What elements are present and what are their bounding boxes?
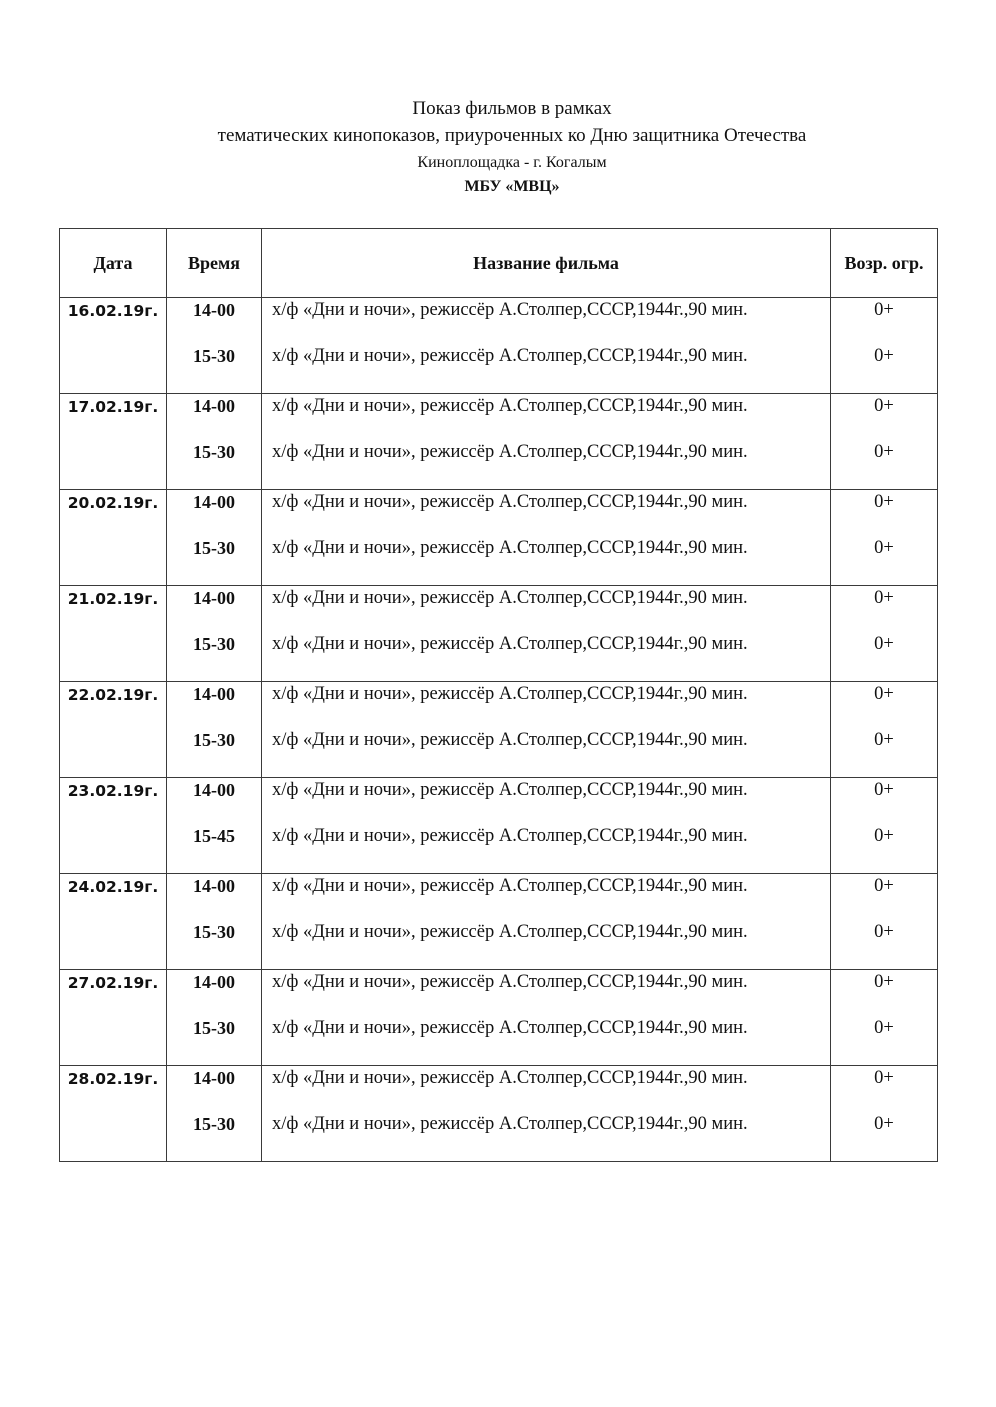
column-header-age-rating: Возр. огр. bbox=[831, 229, 938, 298]
film-title-cell bbox=[262, 778, 831, 874]
age-rating: 0+ bbox=[874, 922, 894, 942]
table-row bbox=[60, 970, 938, 1066]
film-title-cell bbox=[262, 970, 831, 1066]
time-cell bbox=[167, 874, 262, 970]
time-cell bbox=[167, 682, 262, 778]
table-row bbox=[60, 490, 938, 586]
film-title-cell bbox=[262, 1066, 831, 1162]
age-rating-cell bbox=[831, 682, 938, 778]
show-time: 15-30 bbox=[193, 1114, 235, 1134]
film-title: х/ф «Дни и ночи», режиссёр А.Столпер,СССР,1944г.,90 мин. bbox=[272, 300, 748, 320]
film-title-cell bbox=[262, 874, 831, 970]
age-rating: 0+ bbox=[874, 826, 894, 846]
age-rating: 0+ bbox=[874, 442, 894, 462]
film-title-cell bbox=[262, 298, 831, 394]
film-title-cell bbox=[262, 682, 831, 778]
age-rating-cell bbox=[831, 298, 938, 394]
document-subtitle: тематических кинопоказов, приуроченных ко Дню защитника Отечества bbox=[217, 125, 807, 146]
show-time: 14-00 bbox=[193, 972, 235, 992]
show-time: 14-00 bbox=[193, 588, 235, 608]
date-cell: 23.02.19г. bbox=[60, 778, 167, 874]
age-rating: 0+ bbox=[874, 538, 894, 558]
age-rating: 0+ bbox=[874, 684, 894, 704]
age-rating-cell bbox=[831, 490, 938, 586]
date-cell: 24.02.19г. bbox=[60, 874, 167, 970]
show-time: 15-30 bbox=[193, 922, 235, 942]
time-cell bbox=[167, 970, 262, 1066]
table-row bbox=[60, 394, 938, 490]
table-row bbox=[60, 586, 938, 682]
show-time: 14-00 bbox=[193, 876, 235, 896]
film-title: х/ф «Дни и ночи», режиссёр А.Столпер,СССР,1944г.,90 мин. bbox=[272, 972, 748, 992]
film-title: х/ф «Дни и ночи», режиссёр А.Столпер,СССР,1944г.,90 мин. bbox=[272, 1114, 748, 1134]
age-rating: 0+ bbox=[874, 1114, 894, 1134]
column-header-time: Время bbox=[167, 229, 262, 298]
film-title: х/ф «Дни и ночи», режиссёр А.Столпер,СССР,1944г.,90 мин. bbox=[272, 780, 748, 800]
table-row bbox=[60, 298, 938, 394]
time-cell bbox=[167, 298, 262, 394]
film-title: х/ф «Дни и ночи», режиссёр А.Столпер,СССР,1944г.,90 мин. bbox=[272, 538, 748, 558]
table-header-row bbox=[60, 229, 938, 298]
time-cell bbox=[167, 586, 262, 682]
age-rating: 0+ bbox=[874, 1068, 894, 1088]
film-title: х/ф «Дни и ночи», режиссёр А.Столпер,СССР,1944г.,90 мин. bbox=[272, 588, 748, 608]
film-title-cell bbox=[262, 394, 831, 490]
date-cell: 17.02.19г. bbox=[60, 394, 167, 490]
venue-line: Киноплощадка - г. Когалым bbox=[417, 154, 607, 171]
date-cell: 28.02.19г. bbox=[60, 1066, 167, 1162]
age-rating: 0+ bbox=[874, 730, 894, 750]
film-title: х/ф «Дни и ночи», режиссёр А.Столпер,СССР,1944г.,90 мин. bbox=[272, 1018, 748, 1038]
film-title: х/ф «Дни и ночи», режиссёр А.Столпер,СССР,1944г.,90 мин. bbox=[272, 396, 748, 416]
film-title: х/ф «Дни и ночи», режиссёр А.Столпер,СССР,1944г.,90 мин. bbox=[272, 442, 748, 462]
show-time: 15-30 bbox=[193, 1018, 235, 1038]
age-rating: 0+ bbox=[874, 492, 894, 512]
organization-name: МБУ «МВЦ» bbox=[464, 178, 560, 195]
age-rating-cell bbox=[831, 1066, 938, 1162]
show-time: 14-00 bbox=[193, 396, 235, 416]
show-time: 14-00 bbox=[193, 492, 235, 512]
time-cell bbox=[167, 394, 262, 490]
age-rating: 0+ bbox=[874, 780, 894, 800]
column-header-film-title: Название фильма bbox=[262, 229, 831, 298]
age-rating: 0+ bbox=[874, 634, 894, 654]
film-title: х/ф «Дни и ночи», режиссёр А.Столпер,СССР,1944г.,90 мин. bbox=[272, 730, 748, 750]
screening-schedule-table bbox=[59, 228, 938, 1162]
date-cell: 16.02.19г. bbox=[60, 298, 167, 394]
film-title: х/ф «Дни и ночи», режиссёр А.Столпер,СССР,1944г.,90 мин. bbox=[272, 922, 748, 942]
film-title: х/ф «Дни и ночи», режиссёр А.Столпер,СССР,1944г.,90 мин. bbox=[272, 876, 748, 896]
age-rating: 0+ bbox=[874, 346, 894, 366]
table-row bbox=[60, 778, 938, 874]
age-rating: 0+ bbox=[874, 588, 894, 608]
show-time: 15-30 bbox=[193, 634, 235, 654]
film-title: х/ф «Дни и ночи», режиссёр А.Столпер,СССР,1944г.,90 мин. bbox=[272, 1068, 748, 1088]
show-time: 15-30 bbox=[193, 730, 235, 750]
date-cell: 22.02.19г. bbox=[60, 682, 167, 778]
table-row bbox=[60, 874, 938, 970]
film-title-cell bbox=[262, 490, 831, 586]
film-title: х/ф «Дни и ночи», режиссёр А.Столпер,СССР,1944г.,90 мин. bbox=[272, 492, 748, 512]
show-time: 15-30 bbox=[193, 538, 235, 558]
show-time: 15-30 bbox=[193, 442, 235, 462]
date-cell: 21.02.19г. bbox=[60, 586, 167, 682]
time-cell bbox=[167, 1066, 262, 1162]
document-header bbox=[0, 96, 996, 199]
time-cell bbox=[167, 778, 262, 874]
table-row bbox=[60, 682, 938, 778]
film-title: х/ф «Дни и ночи», режиссёр А.Столпер,СССР,1944г.,90 мин. bbox=[272, 634, 748, 654]
date-cell: 20.02.19г. bbox=[60, 490, 167, 586]
show-time: 15-30 bbox=[193, 346, 235, 366]
age-rating: 0+ bbox=[874, 876, 894, 896]
time-cell bbox=[167, 490, 262, 586]
table-body bbox=[60, 298, 938, 1162]
age-rating-cell bbox=[831, 874, 938, 970]
age-rating-cell bbox=[831, 586, 938, 682]
show-time: 14-00 bbox=[193, 1068, 235, 1088]
age-rating-cell bbox=[831, 778, 938, 874]
document-title: Показ фильмов в рамках bbox=[412, 98, 612, 119]
date-cell: 27.02.19г. bbox=[60, 970, 167, 1066]
age-rating: 0+ bbox=[874, 396, 894, 416]
column-header-date: Дата bbox=[60, 229, 167, 298]
show-time: 14-00 bbox=[193, 684, 235, 704]
age-rating-cell bbox=[831, 394, 938, 490]
show-time: 14-00 bbox=[193, 300, 235, 320]
show-time: 14-00 bbox=[193, 780, 235, 800]
age-rating: 0+ bbox=[874, 300, 894, 320]
age-rating: 0+ bbox=[874, 972, 894, 992]
age-rating: 0+ bbox=[874, 1018, 894, 1038]
film-title-cell bbox=[262, 586, 831, 682]
age-rating-cell bbox=[831, 970, 938, 1066]
film-title: х/ф «Дни и ночи», режиссёр А.Столпер,СССР,1944г.,90 мин. bbox=[272, 826, 748, 846]
film-title: х/ф «Дни и ночи», режиссёр А.Столпер,СССР,1944г.,90 мин. bbox=[272, 684, 748, 704]
show-time: 15-45 bbox=[193, 826, 235, 846]
table-row bbox=[60, 1066, 938, 1162]
film-title: х/ф «Дни и ночи», режиссёр А.Столпер,СССР,1944г.,90 мин. bbox=[272, 346, 748, 366]
